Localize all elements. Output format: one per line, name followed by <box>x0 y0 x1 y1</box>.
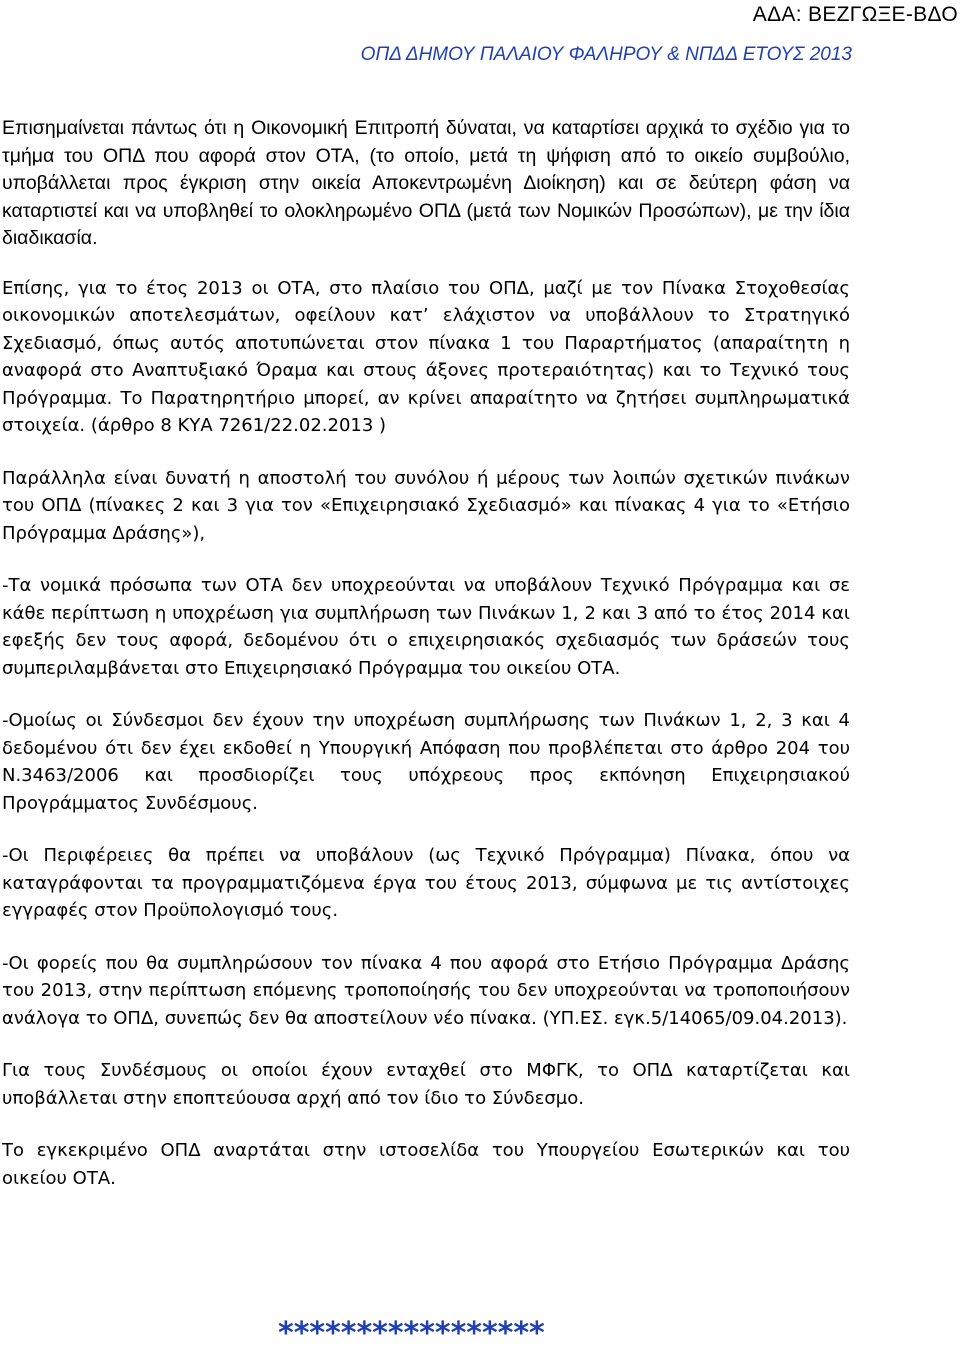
paragraph: Επισημαίνεται πάντως ότι η Οικονομική Επιτροπή δύναται, να καταρτίσει αρχικά το σχέδιο για το τμήμα του ΟΠΔ που αφορά στον ΟΤΑ, (το οποίο, μετά τη ψήφιση από το οικείο συμβούλιο, υποβάλλεται προς έγκριση στην οικεία Αποκεντρωμένη Διοίκηση) και σε δεύτερη φάση να καταρτιστεί και να υποβληθεί το ολοκληρωμένο ΟΠΔ (μετά των Νομικών Προσώπων), με την ίδια διαδικασία. <box>2 117 850 249</box>
ada-code: ΑΔΑ: ΒΕΖΓΩΞΕ-ΒΔΟ <box>752 3 958 26</box>
paragraph: Επίσης, για το έτος 2013 οι ΟΤΑ, στο πλαίσιο του ΟΠΔ, μαζί με τον Πίνακα Στοχοθεσίας οικονομικών αποτελεσμάτων, οφείλουν κατ’ ελάχιστον να υποβάλλουν το Στρατηγικό Σχεδιασμό, όπως αυτός αποτυπώνεται στον πίνακα 1 του Παραρτήματος (απαραίτητη η αναφορά στο Αναπτυξιακό Όραμα και στους άξονες προτεραιότητας) και το Τεχνικό τους Πρόγραμμα. Το Παρατηρητήριο μπορεί, αν κρίνει απαραίτητο να ζητήσει συμπληρωματικά στοιχεία. (άρθρο 8 ΚΥΑ 7261/22.02.2013 ) <box>2 277 850 436</box>
paragraph: Για τους Συνδέσμους οι οποίοι έχουν ενταχθεί στο ΜΦΓΚ, το ΟΠΔ καταρτίζεται και υποβάλλεται στην εποπτεύουσα αρχή από τον ίδιο το Σύνδεσμο. <box>2 1060 850 1109</box>
paragraph: Παράλληλα είναι δυνατή η αποστολή του συνόλου ή μέρους των λοιπών σχετικών πινάκων του ΟΠΔ (πίνακες 2 και 3 για τον «Επιχειρησιακό Σχεδιασμό» και πίνακας 4 για το «Ετήσιο Πρόγραμμα Δράσης»), <box>2 467 850 544</box>
document-body <box>2 115 850 1217</box>
paragraph: -Οι Περιφέρειες θα πρέπει να υποβάλουν (ως Τεχνικό Πρόγραμμα) Πίνακα, όπου να καταγράφονται τα προγραμματιζόμενα έργα του έτους 2013, σύμφωνα με τις αντίστοιχες εγγραφές στον Προϋπολογισμό τους. <box>2 845 850 921</box>
paragraph: Το εγκεκριμένο ΟΠΔ αναρτάται στην ιστοσελίδα του Υπουργείου Εσωτερικών και του οικείου ΟΤΑ. <box>2 1140 850 1189</box>
paragraph: -Ομοίως οι Σύνδεσμοι δεν έχουν την υποχρέωση συμπλήρωσης των Πινάκων 1, 2, 3 και 4 δεδομένου ότι δεν έχει εκδοθεί η Υπουργική Απόφαση που προβλέπεται στο άρθρο 204 του Ν.3463/2006 και προσδιορίζει τους υπόχρεους προς εκπόνηση Επιχειρησιακού Προγράμματος Συνδέσμους. <box>2 710 850 814</box>
running-header: ΟΠΔ ΔΗΜΟΥ ΠΑΛΑΙΟΥ ΦΑΛΗΡΟΥ & ΝΠΔΔ ΕΤΟΥΣ 2013 <box>360 44 852 65</box>
paragraph: -Τα νομικά πρόσωπα των ΟΤΑ δεν υποχρεούνται να υποβάλουν Τεχνικό Πρόγραμμα και σε κάθε περίπτωση η υποχρέωση για συμπλήρωση των Πινάκων 1, 2 και 3 από το έτος 2014 και εφεξής δεν τους αφορά, δεδομένου ότι ο επιχειρησιακός σχεδιασμός των δράσεών τους συμπεριλαμβάνεται στο Επιχειρησιακό Πρόγραμμα του οικείου ΟΤΑ. <box>2 575 850 679</box>
separator-stars: ***************** <box>278 1316 545 1351</box>
paragraph: -Οι φορείς που θα συμπληρώσουν τον πίνακα 4 που αφορά στο Ετήσιο Πρόγραμμα Δράσης του 2013, στην περίπτωση επόμενης τροποποίησής του δεν υποχρεούνται να τροποποιήσουν ανάλογα το ΟΠΔ, συνεπώς δεν θα αποστείλουν νέο πίνακα. (ΥΠ.ΕΣ. εγκ.5/14065/09.04.2013). <box>2 952 850 1029</box>
